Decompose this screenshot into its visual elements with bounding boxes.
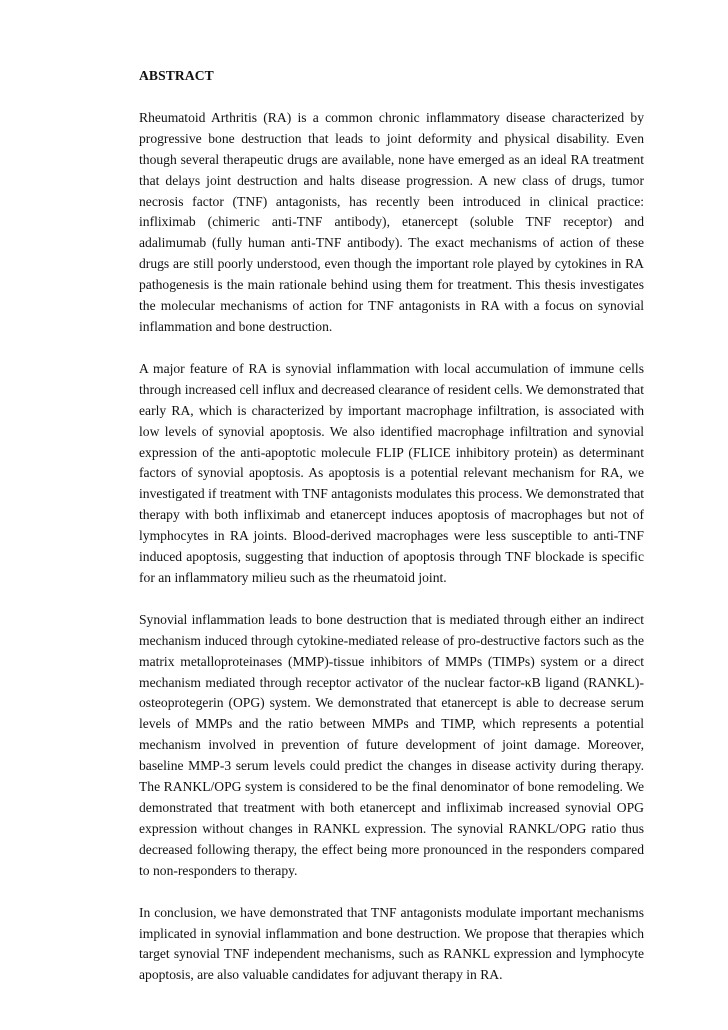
paragraph-synovial-inflammation: A major feature of RA is synovial inflammation with local accumulation of immune cells through increased cell influx and decreased clearance of resident cells. We demonstrated that early RA, which is characterized by important macrophage infiltration, is associated with low levels of synovial apoptosis. We also identified macrophage infiltration and synovial expression of the anti-apoptotic molecule FLIP (FLICE inhibitory protein) as determinant factors of synovial apoptosis. As apoptosis is a potential relevant mechanism for RA, we investigated if treatment with TNF antagonists modulates this process. We demonstrated that therapy with both infliximab and etanercept induces apoptosis of macrophages but not of lymphocytes in RA joints. Blood-derived macrophages were less susceptible to anti-TNF induced apoptosis, suggesting that induction of apoptosis through TNF blockade is specific for an inflammatory milieu such as the rheumatoid joint. bbox=[139, 360, 644, 585]
document-page bbox=[139, 66, 644, 986]
abstract-heading: ABSTRACT bbox=[139, 68, 214, 83]
paragraph-bone-destruction: Synovial inflammation leads to bone destruction that is mediated through either an indirect mechanism induced through cytokine-mediated release of pro-destructive factors such as the matrix metalloproteinases (MMP)-tissue inhibitors of MMPs (TIMPs) system or a direct mechanism mediated through receptor activator of the nuclear factor-κB ligand (RANKL)-osteoprotegerin (OPG) system. We demonstrated that etanercept is able to decrease serum levels of MMPs and the ratio between MMPs and TIMP, which represents a potential mechanism involved in prevention of future development of joint damage. Moreover, baseline MMP-3 serum levels could predict the changes in disease activity during therapy. The RANKL/OPG system is considered to be the final denominator of bone remodeling. We demonstrated that treatment with both etanercept and infliximab increased synovial OPG expression without changes in RANKL expression. The synovial RANKL/OPG ratio thus decreased following therapy, the effect being more pronounced in the responders compared to non-responders to therapy. bbox=[139, 611, 644, 878]
paragraph-conclusion: In conclusion, we have demonstrated that TNF antagonists modulate important mechanisms implicated in synovial inflammation and bone destruction. We propose that therapies which target synovial TNF independent mechanisms, such as RANKL expression and lymphocyte apoptosis, are also valuable candidates for adjuvant therapy in RA. bbox=[139, 904, 644, 983]
paragraph-introduction: Rheumatoid Arthritis (RA) is a common chronic inflammatory disease characterized by progressive bone destruction that leads to joint deformity and physical disability. Even though several therapeutic drugs are available, none have emerged as an ideal RA treatment that delays joint destruction and halts disease progression. A new class of drugs, tumor necrosis factor (TNF) antagonists, has recently been introduced in clinical practice: infliximab (chimeric anti-TNF antibody), etanercept (soluble TNF receptor) and adalimumab (fully human anti-TNF antibody). The exact mechanisms of action of these drugs are still poorly understood, even though the important role played by cytokines in RA pathogenesis is the main rationale behind using them for treatment. This thesis investigates the molecular mechanisms of action for TNF antagonists in RA with a focus on synovial inflammation and bone destruction. bbox=[139, 109, 644, 334]
